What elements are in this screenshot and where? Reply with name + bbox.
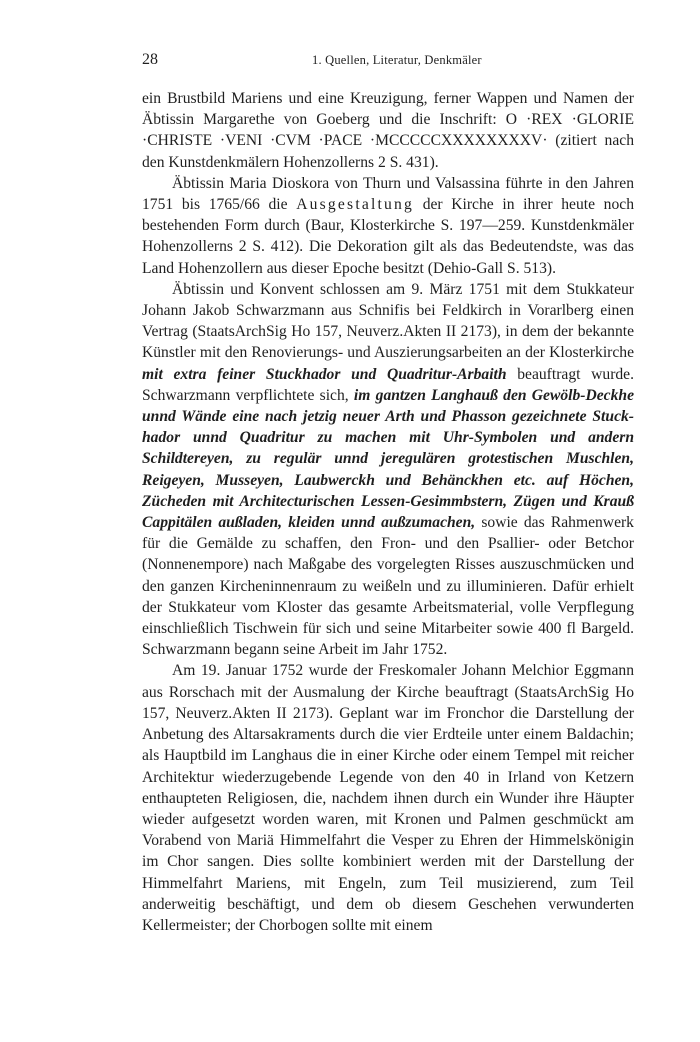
- paragraph-3-text-b: beauftragt wurde. Schwarzmann verpflichtete sich,: [142, 365, 635, 404]
- body-text: [142, 88, 634, 936]
- contract-quote-1: mit extra feiner Stuckhador und Quadritur-Arbaith: [142, 365, 507, 383]
- paragraph-1: ein Brustbild Mariens und eine Kreuzigung, ferner Wappen und Namen der Äbtissin Margarethe von Goeberg und die Inschrift: O ·REX ·GLORIE ·CHRISTE ·VENI ·CVM ·PACE ·MCCCCCXXXXXXXXV· (zitiert nach den Kunstdenkmälern Hohenzollerns 2 S. 431).: [142, 90, 634, 171]
- paragraph-2-text-a: Äbtissin Maria Dioskora von Thurn und Valsassina führte in den Jahren 1751 bis 1765/66 die: [142, 174, 634, 214]
- paragraph-3: [142, 279, 634, 661]
- paragraph-3-text-c: sowie das Rahmenwerk für die Gemälde zu schaffen, den Fron- und den Psallier- oder Betchor (Nonnenempore) nach Maßgabe des vorgelegten Risses auszuschmücken und den ganzen Kircheninnenraum zu weißeln und zu illuminieren. Dafür erhielt der Stukkateur vom Kloster das gesamte Arbeitsmaterial, volle Verpflegung einschließlich Tischwein für sich und seine Mitarbeiter sowie 400 fl Bargeld. Schwarzmann begann seine Arbeit im Jahr 1752.: [142, 514, 634, 659]
- paragraph-2: [142, 173, 634, 279]
- paragraph-2-text-b: der Kirche in ihrer heute noch bestehenden Form durch (Baur, Klosterkirche S. 197—259. Kunstdenkmäler Hohenzollerns 2 S. 412). Die Dekoration gilt als das Bedeutendste, was das Land Hohenzollern aus dieser Epoche besitzt (Dehio-Gall S. 513).: [142, 196, 634, 277]
- paragraph-3-text-a: Äbtissin und Konvent schlossen am 9. März 1751 mit dem Stukkateur Johann Jakob Schwarzmann aus Schnifis bei Feldkirch in Vorarlberg einen Vertrag (StaatsArchSig Ho 157, Neuverz.Akten II 2173), in dem der bekannte Künstler mit den Renovierungs- und Auszierungsarbeiten an der Klosterkirche: [142, 280, 634, 362]
- page-number: 28: [142, 51, 158, 68]
- running-head: 1. Quellen, Literatur, Denkmäler: [312, 53, 482, 67]
- paragraph-4: Am 19. Januar 1752 wurde der Freskomaler Johann Melchior Eggmann aus Rorschach mit der Ausmalung der Kirche beauftragt (StaatsArchSig Ho 157, Neuverz.Akten II 2173). Geplant war im Fronchor die Darstellung der Anbetung des Altarsakraments durch die vier Erdteile unter einem Baldachin; als Hauptbild im Langhaus die in einer Kirche oder einem Tempel mit reicher Architektur wiederzugebende Legende von den 40 in Irland von Ketzern enthaupteten Religiosen, die, nachdem ihnen durch ein Wunder ihre Häupter wieder aufgesetzt worden waren, mit Kronen und Palmen geschmückt am Vorabend von Mariä Himmelfahrt die Vesper zu Ehren der Himmelskönigin im Chor sangen. Dies sollte kombiniert werden mit der Darstellung der Himmelfahrt Mariens, mit Engeln, zum Teil musizierend, zum Teil anderweitig beschäftigt, und dem ob diesem Geschehen verwunderten Kellermeister; der Chorbogen sollte mit einem: [142, 662, 634, 934]
- spaced-emphasis: Ausgestaltung: [296, 196, 415, 214]
- page-header: [142, 51, 640, 73]
- contract-quote-2: im gantzen Langhauß den Gewölb-Deckhe unnd Wände eine nach jetzig neuer Arth und Phasson gezeichnete Stuckhador unnd Quadritur zu machen mit Uhr-Symbolen und andern Schildtereyen, zu regulär unnd jeregulären grotestischen Muschlen, Reigeyen, Musseyen, Laubwerckh und Behänckhen etc. auf Höchen, Zücheden mit Architecturischen Lessen-Gesimmbstern, Zügen und Krauß Cappitälen außladen, kleiden unnd außzumachen,: [142, 386, 634, 532]
